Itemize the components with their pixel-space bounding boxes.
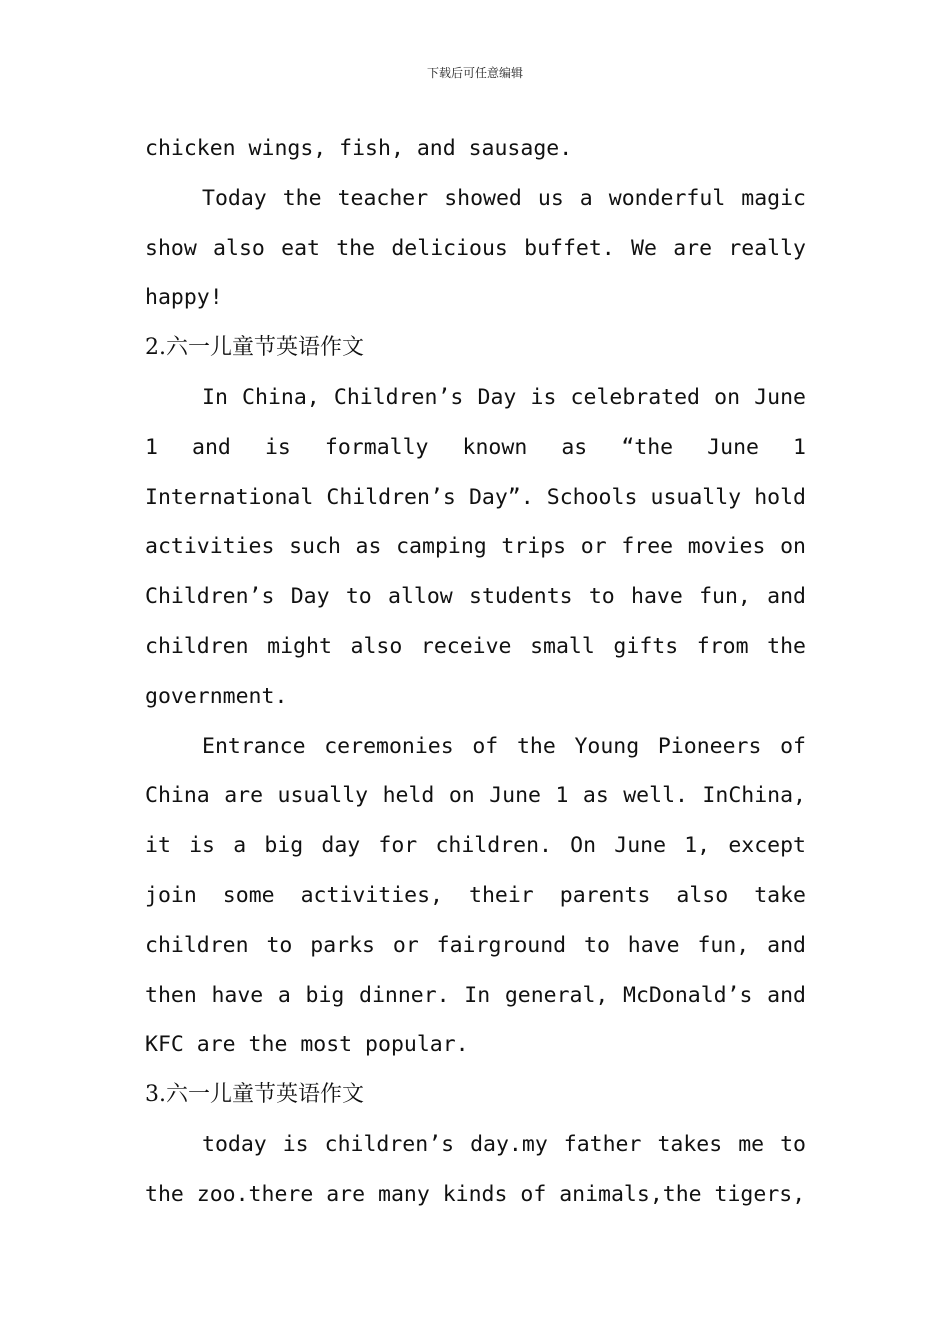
section-heading-3: 3.六一儿童节英语作文 bbox=[145, 1082, 364, 1108]
paragraph-magic-show: Today the teacher showed us a wonderful magic show also eat the delicious buffet. We are really happy! bbox=[145, 185, 806, 311]
document-body bbox=[145, 124, 806, 1220]
paragraph-continuation: chicken wings, fish, and sausage. bbox=[145, 136, 573, 161]
paragraph-young-pioneers: Entrance ceremonies of the Young Pioneers of China are usually held on June 1 as well. InChina, it is a big day for children. On June 1, except join some activities, their parents also take children to parks or fairground to have fun, and then have a big dinner. In general, McDonald’s and KFC are the most popular. bbox=[145, 733, 806, 1058]
page-header-note: 下载后可任意编辑 bbox=[426, 66, 523, 80]
paragraph-childrens-day-china: In China, Children’s Day is celebrated on June 1 and is formally known as “the June 1 International Children’s Day”. Schools usually hold activities such as camping trips or free movies on Children’s Day to allow students to have fun, and children might also receive small gifts from the government. bbox=[145, 384, 806, 709]
section-heading-2: 2.六一儿童节英语作文 bbox=[145, 335, 364, 361]
paragraph-zoo: today is children’s day.my father takes me to the zoo.there are many kinds of animals,the tigers, bbox=[145, 1131, 806, 1207]
